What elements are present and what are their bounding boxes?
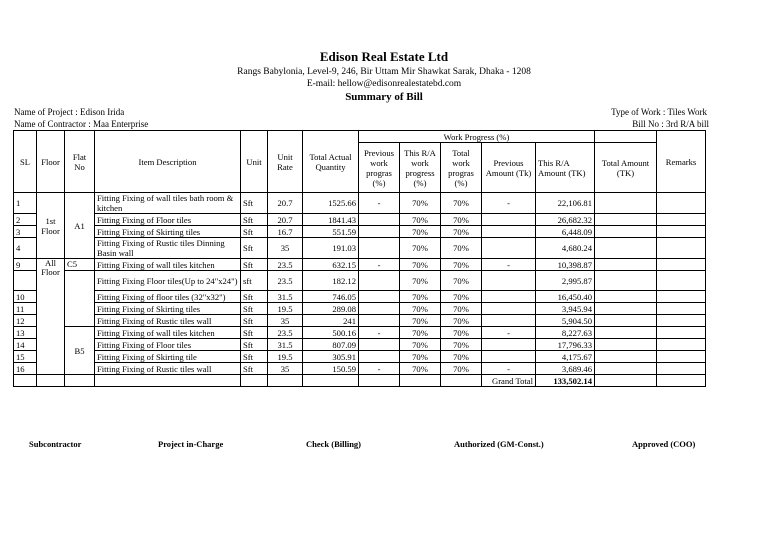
cell-rate: 35 [268,238,303,259]
cell-remarks [657,193,706,214]
table-row [14,291,706,303]
cell-total-progress: 70% [441,193,482,214]
cell-sl: 13 [14,327,37,339]
cell-prev-amount [482,238,536,259]
cell-total-amount [595,226,657,238]
cell-rate: 23.5 [268,271,303,291]
cell-total-amount [595,214,657,226]
signature-approved: Approved (COO) [632,439,696,449]
cell-ra-amount: 17,796.33 [536,339,595,351]
bill-summary-table [13,130,706,387]
cell-total-progress: 70% [441,351,482,363]
company-title: Edison Real Estate Ltd [319,49,449,64]
cell-sl: 12 [14,315,37,327]
cell-quantity: 807.09 [303,339,359,351]
cell-unit: Sft [241,226,268,238]
cell-description: Fitting Fixing of Floor tiles [95,339,241,351]
cell-prev-amount [482,214,536,226]
cell-rate: 31.5 [268,339,303,351]
cell-quantity: 182.12 [303,271,359,291]
table-row [14,238,706,259]
cell-total-progress: 70% [441,339,482,351]
cell-sl: 2 [14,214,37,226]
col-prev-amount: Previous Amount (Tk) [482,143,536,193]
cell-this-progress: 70% [400,291,441,303]
cell-prev-amount: - [482,327,536,339]
cell-remarks [657,226,706,238]
cell-total-amount [595,291,657,303]
cell-quantity: 241 [303,315,359,327]
col-remarks: Remarks [657,131,706,193]
table-row [14,226,706,238]
cell-description: Fitting Fixing of wall tiles bath room & kitchen [95,193,241,214]
cell-remarks [657,291,706,303]
gt-blank [65,375,95,387]
cell-sl: 10 [14,291,37,303]
cell-prev-amount: - [482,259,536,271]
cell-total-progress: 70% [441,238,482,259]
cell-ra-amount: 5,904.50 [536,315,595,327]
col-unit: Unit [241,131,268,193]
cell-prev-amount [482,291,536,303]
gt-blank [359,375,400,387]
cell-this-progress: 70% [400,193,441,214]
signature-authorized: Authorized (GM-Const.) [454,439,544,449]
cell-prev-progress [359,291,400,303]
table-row [14,271,706,291]
cell-rate: 31.5 [268,291,303,303]
cell-prev-progress [359,303,400,315]
cell-total-amount [595,327,657,339]
grand-total-label: Grand Total [482,375,536,387]
gt-blank [14,375,37,387]
cell-unit: Sft [241,327,268,339]
cell-rate: 20.7 [268,193,303,214]
cell-prev-progress [359,351,400,363]
cell-prev-progress: - [359,259,400,271]
col-flat: Flat No [65,131,95,193]
cell-total-amount [595,339,657,351]
cell-quantity: 1525.66 [303,193,359,214]
cell-ra-amount: 16,450.40 [536,291,595,303]
cell-total-amount [595,193,657,214]
cell-ra-amount: 6,448.09 [536,226,595,238]
cell-rate: 23.5 [268,259,303,271]
cell-sl: 9 [14,259,37,271]
cell-remarks [657,327,706,339]
cell-description: Fitting Fixing Floor tiles(Up to 24"x24") [95,271,241,291]
cell-this-progress: 70% [400,238,441,259]
cell-unit: Sft [241,351,268,363]
cell-rate: 35 [268,363,303,375]
cell-rate: 20.7 [268,214,303,226]
col-total-progress: Total work progras (%) [441,143,482,193]
cell-ra-amount: 8,227.63 [536,327,595,339]
cell-total-amount [595,315,657,327]
cell-ra-amount: 4,175.67 [536,351,595,363]
cell-sl: 3 [14,226,37,238]
cell-description: Fitting Fixing of Rustic tiles Dinning Basin wall [95,238,241,259]
cell-quantity: 500.16 [303,327,359,339]
cell-prev-progress: - [359,327,400,339]
table-row [14,193,706,214]
cell-description: Fitting Fixing of Rustic tiles wall [95,315,241,327]
flat-cell: B5 [65,327,95,375]
cell-remarks [657,363,706,375]
cell-ra-amount: 4,680.24 [536,238,595,259]
gt-blank [37,375,65,387]
cell-ra-amount: 2,995.87 [536,271,595,291]
cell-prev-amount: - [482,193,536,214]
cell-prev-amount [482,303,536,315]
signature-check-billing: Check (Billing) [306,439,362,449]
cell-total-progress: 70% [441,214,482,226]
cell-prev-amount [482,226,536,238]
cell-quantity: 746.05 [303,291,359,303]
table-row [14,327,706,339]
cell-sl: 11 [14,303,37,315]
table-row [14,214,706,226]
floor-cell: All Floor [37,259,65,375]
cell-description: Fitting Fixing of Skirting tile [95,351,241,363]
cell-prev-progress [359,271,400,291]
document-subtitle: Summary of Bill [345,91,423,103]
work-progress-group: Work Progress (%) [359,131,595,143]
gt-blank [268,375,303,387]
cell-rate: 19.5 [268,303,303,315]
bill-number: Bill No : 3rd R/A bill [632,119,709,129]
contractor-name: Name of Contractor : Maa Enterprise [14,119,149,129]
cell-ra-amount: 10,398.87 [536,259,595,271]
cell-quantity: 305.91 [303,351,359,363]
col-rate: Unit Rate [268,131,303,193]
cell-sl: 16 [14,363,37,375]
cell-prev-amount: - [482,363,536,375]
cell-unit: Sft [241,315,268,327]
cell-description: Fitting Fixing of Floor tiles [95,214,241,226]
gt-blank [657,375,706,387]
table-row [14,363,706,375]
signature-subcontractor: Subcontractor [29,439,82,449]
grand-total-value: 133,502.14 [536,375,595,387]
cell-ra-amount: 3,689.46 [536,363,595,375]
cell-prev-progress [359,214,400,226]
gt-blank [595,375,657,387]
col-total-amount-top [595,131,657,143]
cell-remarks [657,259,706,271]
cell-ra-amount: 3,945.94 [536,303,595,315]
cell-this-progress: 70% [400,363,441,375]
cell-description: Fitting Fixing of Skirting tiles [95,303,241,315]
signature-project-in-charge: Project in-Charge [158,439,224,449]
table-row [14,315,706,327]
cell-description: Fitting Fixing of wall tiles kitchen [95,259,241,271]
cell-remarks [657,271,706,291]
work-type: Type of Work : Tiles Work [611,107,707,117]
gt-blank [441,375,482,387]
table-row [14,351,706,363]
cell-total-progress: 70% [441,271,482,291]
cell-description: Fitting Fixing of wall tiles kitchen [95,327,241,339]
cell-unit: Sft [241,238,268,259]
cell-prev-amount [482,339,536,351]
company-address: Rangs Babylonia, Level-9, 246, Bir Uttam Mir Shawkat Sarak, Dhaka - 1208 [237,67,531,77]
cell-prev-progress [359,238,400,259]
cell-unit: Sft [241,303,268,315]
cell-remarks [657,238,706,259]
table-row [14,259,706,271]
cell-total-progress: 70% [441,363,482,375]
col-ra-amount: This R/A Amount (TK) [536,143,595,193]
cell-total-amount [595,238,657,259]
cell-total-progress: 70% [441,303,482,315]
cell-total-amount [595,351,657,363]
cell-total-progress: 70% [441,291,482,303]
cell-total-progress: 70% [441,226,482,238]
col-floor: Floor [37,131,65,193]
cell-remarks [657,214,706,226]
cell-this-progress: 70% [400,214,441,226]
cell-prev-progress [359,226,400,238]
cell-unit: Sft [241,363,268,375]
cell-rate: 23.5 [268,327,303,339]
cell-quantity: 289.08 [303,303,359,315]
cell-total-amount [595,303,657,315]
cell-rate: 19.5 [268,351,303,363]
cell-prev-amount [482,315,536,327]
cell-remarks [657,351,706,363]
cell-unit: Sft [241,339,268,351]
cell-remarks [657,303,706,315]
gt-blank [303,375,359,387]
cell-remarks [657,339,706,351]
cell-total-amount [595,363,657,375]
cell-quantity: 1841.43 [303,214,359,226]
floor-cell: 1st Floor [37,193,65,259]
gt-blank [400,375,441,387]
cell-quantity: 551.59 [303,226,359,238]
cell-this-progress: 70% [400,303,441,315]
cell-quantity: 150.59 [303,363,359,375]
cell-this-progress: 70% [400,259,441,271]
cell-sl [14,271,37,291]
flat-cell-blank [65,271,95,327]
cell-ra-amount: 22,106.81 [536,193,595,214]
cell-description: Fitting Fixing of Skirting tiles [95,226,241,238]
gt-blank [241,375,268,387]
cell-this-progress: 70% [400,226,441,238]
cell-quantity: 191.03 [303,238,359,259]
cell-unit: Sft [241,193,268,214]
cell-rate: 16.7 [268,226,303,238]
gt-blank [95,375,241,387]
cell-total-amount [595,259,657,271]
table-row [14,303,706,315]
col-total-amount: Total Amount (TK) [595,143,657,193]
cell-this-progress: 70% [400,339,441,351]
cell-unit: Sft [241,291,268,303]
cell-prev-progress: - [359,363,400,375]
cell-description: Fitting Fixing of Rustic tiles wall [95,363,241,375]
cell-prev-progress [359,339,400,351]
col-quantity: Total Actual Quantity [303,131,359,193]
company-email: E-mail: hellow@edisonrealestatebd.com [306,79,462,89]
cell-sl: 14 [14,339,37,351]
cell-unit: Sft [241,214,268,226]
cell-total-progress: 70% [441,315,482,327]
cell-unit: sft [241,271,268,291]
cell-unit: Sft [241,259,268,271]
cell-this-progress: 70% [400,351,441,363]
col-prev-progress: Previous work progras (%) [359,143,400,193]
cell-sl: 4 [14,238,37,259]
col-this-progress: This R/A work progress (%) [400,143,441,193]
flat-cell: A1 [65,193,95,259]
cell-this-progress: 70% [400,271,441,291]
grand-total-row [14,375,706,387]
cell-quantity: 632.15 [303,259,359,271]
cell-prev-progress: - [359,193,400,214]
cell-sl: 1 [14,193,37,214]
cell-prev-amount [482,351,536,363]
cell-this-progress: 70% [400,315,441,327]
cell-total-progress: 70% [441,327,482,339]
col-sl: SL [14,131,37,193]
cell-ra-amount: 26,682.32 [536,214,595,226]
col-description: Item Description [95,131,241,193]
cell-total-progress: 70% [441,259,482,271]
flat-cell: C5 [65,259,95,271]
cell-remarks [657,315,706,327]
cell-description: Fitting Fixing of floor tiles (32"x32") [95,291,241,303]
cell-this-progress: 70% [400,327,441,339]
cell-prev-amount [482,271,536,291]
cell-prev-progress [359,315,400,327]
cell-sl: 15 [14,351,37,363]
cell-total-amount [595,271,657,291]
project-name: Name of Project : Edison Irida [14,107,125,117]
cell-rate: 35 [268,315,303,327]
table-row [14,339,706,351]
